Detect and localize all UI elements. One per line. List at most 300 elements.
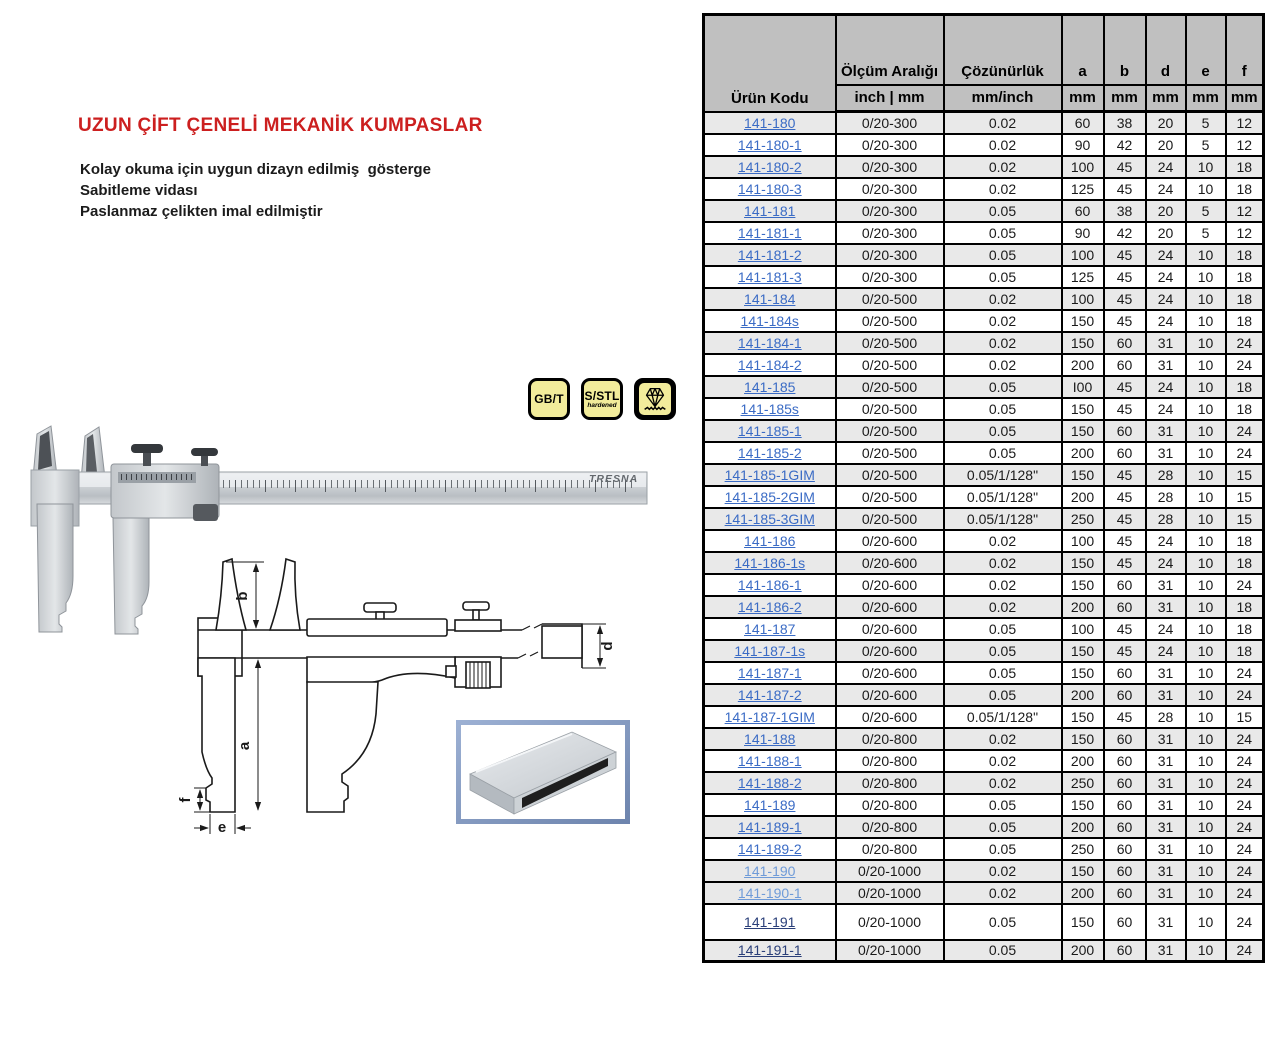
product-code-link[interactable]: 141-188 xyxy=(744,730,796,747)
product-code-link[interactable]: 141-185-2GIM xyxy=(724,488,815,505)
dim-a-cell: 90 xyxy=(1062,222,1104,244)
column-header-code: Ürün Kodu xyxy=(704,15,836,112)
resolution-cell: 0.05 xyxy=(944,618,1062,640)
measuring-range-cell: 0/20-600 xyxy=(836,596,944,618)
measuring-range-cell: 0/20-1000 xyxy=(836,860,944,882)
dim-b-cell: 60 xyxy=(1104,574,1146,596)
dim-e-cell: 10 xyxy=(1186,684,1226,706)
dim-d-cell: 24 xyxy=(1146,376,1186,398)
dim-a-cell: 250 xyxy=(1062,772,1104,794)
table-row xyxy=(704,552,1264,574)
resolution-cell: 0.05 xyxy=(944,200,1062,222)
table-row xyxy=(704,940,1264,962)
table-row xyxy=(704,596,1264,618)
diamond-glyph xyxy=(639,382,671,416)
dim-d-cell: 24 xyxy=(1146,288,1186,310)
certification-badges xyxy=(528,378,676,420)
product-code-link[interactable]: 141-187-2 xyxy=(737,686,802,703)
resolution-cell: 0.05/1/128" xyxy=(944,706,1062,728)
brand-text: TRESNA xyxy=(589,473,639,485)
product-code-link[interactable]: 141-181 xyxy=(744,202,796,219)
dim-a-cell: 200 xyxy=(1062,596,1104,618)
table-row xyxy=(704,816,1264,838)
resolution-cell: 0.05 xyxy=(944,266,1062,288)
resolution-cell: 0.02 xyxy=(944,288,1062,310)
resolution-cell: 0.02 xyxy=(944,332,1062,354)
measuring-range-cell: 0/20-300 xyxy=(836,178,944,200)
dim-d-cell: 24 xyxy=(1146,310,1186,332)
dim-b-cell: 60 xyxy=(1104,794,1146,816)
dim-d-cell: 24 xyxy=(1146,640,1186,662)
dim-d-cell: 31 xyxy=(1146,354,1186,376)
dim-d-cell: 28 xyxy=(1146,464,1186,486)
measuring-range-cell: 0/20-500 xyxy=(836,288,944,310)
product-code-link[interactable]: 141-187 xyxy=(744,620,796,637)
product-code-cell xyxy=(704,288,836,310)
dim-b-cell: 60 xyxy=(1104,662,1146,684)
product-code-cell xyxy=(704,706,836,728)
table-row xyxy=(704,838,1264,860)
measuring-range-cell: 0/20-300 xyxy=(836,266,944,288)
table-row xyxy=(704,178,1264,200)
dim-a-cell: 150 xyxy=(1062,662,1104,684)
dim-d-cell: 28 xyxy=(1146,508,1186,530)
gbt-badge-icon xyxy=(528,378,570,420)
measuring-range-cell: 0/20-600 xyxy=(836,618,944,640)
measuring-range-cell: 0/20-600 xyxy=(836,552,944,574)
table-row xyxy=(704,266,1264,288)
dim-e-cell: 10 xyxy=(1186,662,1226,684)
product-code-link[interactable]: 141-189 xyxy=(744,796,796,813)
dim-a-cell: 250 xyxy=(1062,838,1104,860)
resolution-cell: 0.02 xyxy=(944,860,1062,882)
table-row xyxy=(704,486,1264,508)
dim-e-cell: 10 xyxy=(1186,750,1226,772)
dim-e-cell: 10 xyxy=(1186,940,1226,962)
product-code-link[interactable]: 141-189-2 xyxy=(737,840,802,857)
dim-f-cell: 24 xyxy=(1226,816,1264,838)
table-row xyxy=(704,706,1264,728)
product-code-cell xyxy=(704,112,836,134)
dim-d-cell: 24 xyxy=(1146,244,1186,266)
measuring-range-cell: 0/20-500 xyxy=(836,486,944,508)
table-row xyxy=(704,464,1264,486)
dim-a-cell: 200 xyxy=(1062,816,1104,838)
dim-a-cell: 150 xyxy=(1062,310,1104,332)
spec-table xyxy=(702,13,1265,963)
resolution-cell: 0.02 xyxy=(944,574,1062,596)
dim-d-cell: 31 xyxy=(1146,904,1186,940)
dim-b-cell: 45 xyxy=(1104,266,1146,288)
resolution-cell: 0.02 xyxy=(944,596,1062,618)
dim-a-cell: 250 xyxy=(1062,508,1104,530)
dim-a-cell: 100 xyxy=(1062,530,1104,552)
dim-b-cell: 60 xyxy=(1104,596,1146,618)
dim-a-cell: 150 xyxy=(1062,794,1104,816)
table-row xyxy=(704,530,1264,552)
dim-e-cell: 10 xyxy=(1186,420,1226,442)
dim-b-cell: 38 xyxy=(1104,200,1146,222)
resolution-cell: 0.02 xyxy=(944,134,1062,156)
resolution-cell: 0.02 xyxy=(944,310,1062,332)
product-code-cell xyxy=(704,354,836,376)
dim-d-cell: 31 xyxy=(1146,596,1186,618)
dim-d-cell: 24 xyxy=(1146,552,1186,574)
product-code-cell xyxy=(704,508,836,530)
resolution-cell: 0.05 xyxy=(944,398,1062,420)
table-row xyxy=(704,112,1264,134)
resolution-cell: 0.05/1/128" xyxy=(944,508,1062,530)
dimension-label-b: b xyxy=(234,591,251,601)
measuring-range-cell: 0/20-300 xyxy=(836,156,944,178)
dim-b-cell: 45 xyxy=(1104,640,1146,662)
dim-f-cell: 24 xyxy=(1226,794,1264,816)
dim-b-cell: 38 xyxy=(1104,112,1146,134)
product-code-link[interactable]: 141-188-1 xyxy=(737,752,802,769)
measuring-range-cell: 0/20-600 xyxy=(836,530,944,552)
dim-f-cell: 15 xyxy=(1226,508,1264,530)
product-code-link[interactable]: 141-186-1 xyxy=(737,576,802,593)
dim-f-cell: 24 xyxy=(1226,904,1264,940)
table-row xyxy=(704,574,1264,596)
dim-e-cell: 10 xyxy=(1186,640,1226,662)
dim-e-cell: 10 xyxy=(1186,706,1226,728)
dim-a-cell: 60 xyxy=(1062,112,1104,134)
product-code-link[interactable]: 141-185s xyxy=(740,400,799,417)
product-code-link[interactable]: 141-181-2 xyxy=(737,246,802,263)
product-code-cell xyxy=(704,860,836,882)
dim-e-cell: 10 xyxy=(1186,904,1226,940)
dim-d-cell: 31 xyxy=(1146,794,1186,816)
dim-d-cell: 31 xyxy=(1146,816,1186,838)
dim-d-cell: 31 xyxy=(1146,728,1186,750)
product-code-link[interactable]: 141-189-1 xyxy=(737,818,802,835)
product-code-link[interactable]: 141-186 xyxy=(744,532,796,549)
dim-f-cell: 24 xyxy=(1226,940,1264,962)
feature-item: Kolay okuma için uygun dizayn edilmiş gösterge xyxy=(80,161,431,178)
product-code-link[interactable]: 141-180-1 xyxy=(737,136,802,153)
dim-a-cell: 125 xyxy=(1062,266,1104,288)
dim-e-cell: 10 xyxy=(1186,882,1226,904)
dimension-label-a: a xyxy=(236,741,253,751)
resolution-cell: 0.02 xyxy=(944,354,1062,376)
product-code-link[interactable]: 141-185-1GIM xyxy=(724,466,815,483)
product-code-cell xyxy=(704,882,836,904)
page-title: UZUN ÇİFT ÇENELİ MEKANİK KUMPASLAR xyxy=(78,115,483,136)
column-header-b: b xyxy=(1104,15,1146,85)
dim-a-cell: I00 xyxy=(1062,376,1104,398)
dim-a-cell: 150 xyxy=(1062,728,1104,750)
product-code-cell xyxy=(704,222,836,244)
dim-f-cell: 15 xyxy=(1226,706,1264,728)
dim-a-cell: 60 xyxy=(1062,200,1104,222)
feature-item: Sabitleme vidası xyxy=(80,182,198,199)
measuring-range-cell: 0/20-500 xyxy=(836,376,944,398)
dim-a-cell: 150 xyxy=(1062,464,1104,486)
dim-e-cell: 10 xyxy=(1186,794,1226,816)
product-code-cell xyxy=(704,574,836,596)
dim-e-cell: 10 xyxy=(1186,552,1226,574)
dim-b-cell: 45 xyxy=(1104,618,1146,640)
product-code-link[interactable]: 141-187-1s xyxy=(734,642,806,659)
product-code-cell xyxy=(704,310,836,332)
dim-b-cell: 60 xyxy=(1104,354,1146,376)
measuring-range-cell: 0/20-800 xyxy=(836,750,944,772)
dim-a-cell: 100 xyxy=(1062,156,1104,178)
dim-f-cell: 18 xyxy=(1226,596,1264,618)
measuring-range-cell: 0/20-1000 xyxy=(836,940,944,962)
dim-e-cell: 10 xyxy=(1186,376,1226,398)
measuring-range-cell: 0/20-1000 xyxy=(836,904,944,940)
dim-e-cell: 5 xyxy=(1186,134,1226,156)
measuring-range-cell: 0/20-800 xyxy=(836,772,944,794)
resolution-cell: 0.05 xyxy=(944,684,1062,706)
dim-f-cell: 24 xyxy=(1226,882,1264,904)
table-row xyxy=(704,222,1264,244)
dim-b-cell: 60 xyxy=(1104,750,1146,772)
product-code-cell xyxy=(704,266,836,288)
dim-d-cell: 20 xyxy=(1146,112,1186,134)
dim-e-cell: 10 xyxy=(1186,728,1226,750)
product-code-link[interactable]: 141-191 xyxy=(744,913,796,930)
measuring-range-cell: 0/20-500 xyxy=(836,442,944,464)
dim-e-cell: 10 xyxy=(1186,310,1226,332)
dim-e-cell: 10 xyxy=(1186,860,1226,882)
dim-b-cell: 60 xyxy=(1104,904,1146,940)
product-code-cell xyxy=(704,772,836,794)
dim-d-cell: 31 xyxy=(1146,750,1186,772)
product-code-cell xyxy=(704,640,836,662)
resolution-cell: 0.05/1/128" xyxy=(944,486,1062,508)
measuring-range-cell: 0/20-500 xyxy=(836,354,944,376)
dim-b-cell: 45 xyxy=(1104,178,1146,200)
dim-a-cell: 150 xyxy=(1062,420,1104,442)
measuring-range-cell: 0/20-800 xyxy=(836,838,944,860)
product-code-link[interactable]: 141-185-2 xyxy=(737,444,802,461)
product-code-link[interactable]: 141-190-1 xyxy=(737,884,802,901)
product-code-cell xyxy=(704,398,836,420)
dim-e-cell: 10 xyxy=(1186,772,1226,794)
product-code-link[interactable]: 141-184 xyxy=(744,290,796,307)
table-row xyxy=(704,860,1264,882)
dim-f-cell: 18 xyxy=(1226,178,1264,200)
measuring-range-cell: 0/20-600 xyxy=(836,706,944,728)
product-code-link[interactable]: 141-187-1 xyxy=(737,664,802,681)
measuring-range-cell: 0/20-300 xyxy=(836,244,944,266)
resolution-cell: 0.02 xyxy=(944,750,1062,772)
dim-d-cell: 31 xyxy=(1146,442,1186,464)
resolution-cell: 0.05 xyxy=(944,794,1062,816)
table-row xyxy=(704,640,1264,662)
table-row xyxy=(704,354,1264,376)
product-code-link[interactable]: 141-180-3 xyxy=(737,180,802,197)
measuring-range-cell: 0/20-500 xyxy=(836,310,944,332)
dim-b-cell: 45 xyxy=(1104,244,1146,266)
product-code-cell xyxy=(704,530,836,552)
column-header-a: a xyxy=(1062,15,1104,85)
dim-b-cell: 60 xyxy=(1104,332,1146,354)
resolution-cell: 0.05 xyxy=(944,244,1062,266)
resolution-cell: 0.02 xyxy=(944,728,1062,750)
dim-f-cell: 12 xyxy=(1226,200,1264,222)
product-code-link[interactable]: 141-181-1 xyxy=(737,224,802,241)
dim-f-cell: 24 xyxy=(1226,684,1264,706)
product-code-link[interactable]: 141-185 xyxy=(744,378,796,395)
dim-e-cell: 10 xyxy=(1186,816,1226,838)
dim-a-cell: 150 xyxy=(1062,860,1104,882)
dim-b-cell: 60 xyxy=(1104,684,1146,706)
table-row xyxy=(704,332,1264,354)
dim-f-cell: 15 xyxy=(1226,486,1264,508)
product-code-cell xyxy=(704,816,836,838)
resolution-cell: 0.05 xyxy=(944,662,1062,684)
table-row xyxy=(704,728,1264,750)
table-row xyxy=(704,794,1264,816)
product-code-cell xyxy=(704,838,836,860)
dim-e-cell: 5 xyxy=(1186,222,1226,244)
dim-d-cell: 20 xyxy=(1146,200,1186,222)
product-code-link[interactable]: 141-188-2 xyxy=(737,774,802,791)
dim-e-cell: 10 xyxy=(1186,464,1226,486)
product-code-cell xyxy=(704,420,836,442)
dim-f-cell: 24 xyxy=(1226,728,1264,750)
resolution-cell: 0.05 xyxy=(944,442,1062,464)
column-header-range: Ölçüm Aralığı xyxy=(836,15,944,85)
dim-b-cell: 45 xyxy=(1104,156,1146,178)
feature-item: Paslanmaz çelikten imal edilmiştir xyxy=(80,203,323,220)
dim-d-cell: 31 xyxy=(1146,860,1186,882)
measuring-range-cell: 0/20-800 xyxy=(836,816,944,838)
measuring-range-cell: 0/20-500 xyxy=(836,398,944,420)
dim-b-cell: 45 xyxy=(1104,464,1146,486)
dim-d-cell: 24 xyxy=(1146,266,1186,288)
dim-f-cell: 12 xyxy=(1226,112,1264,134)
product-code-cell xyxy=(704,552,836,574)
dim-b-cell: 45 xyxy=(1104,486,1146,508)
product-code-link[interactable]: 141-190 xyxy=(744,862,796,879)
resolution-cell: 0.05 xyxy=(944,376,1062,398)
dim-e-cell: 5 xyxy=(1186,112,1226,134)
dim-a-cell: 200 xyxy=(1062,750,1104,772)
resolution-cell: 0.02 xyxy=(944,112,1062,134)
measuring-range-cell: 0/20-600 xyxy=(836,640,944,662)
dim-b-cell: 60 xyxy=(1104,882,1146,904)
dim-f-cell: 12 xyxy=(1226,134,1264,156)
dim-e-cell: 10 xyxy=(1186,156,1226,178)
subheader-a-units: mm xyxy=(1062,85,1104,112)
product-code-link[interactable]: 141-180 xyxy=(744,114,796,131)
measuring-range-cell: 0/20-1000 xyxy=(836,882,944,904)
dim-b-cell: 45 xyxy=(1104,530,1146,552)
dim-d-cell: 24 xyxy=(1146,618,1186,640)
product-code-cell xyxy=(704,684,836,706)
product-code-link[interactable]: 141-186-2 xyxy=(737,598,802,615)
measuring-range-cell: 0/20-600 xyxy=(836,662,944,684)
table-row xyxy=(704,156,1264,178)
measuring-range-cell: 0/20-500 xyxy=(836,420,944,442)
measuring-range-cell: 0/20-300 xyxy=(836,134,944,156)
measuring-range-cell: 0/20-800 xyxy=(836,728,944,750)
sstl-badge-icon xyxy=(581,378,623,420)
dim-a-cell: 200 xyxy=(1062,486,1104,508)
dim-b-cell: 42 xyxy=(1104,134,1146,156)
product-code-link[interactable]: 141-187-1GIM xyxy=(724,708,815,725)
product-code-link[interactable]: 141-184-1 xyxy=(737,334,802,351)
dim-a-cell: 125 xyxy=(1062,178,1104,200)
product-code-link[interactable]: 141-184s xyxy=(740,312,799,329)
dim-f-cell: 12 xyxy=(1226,222,1264,244)
dim-b-cell: 60 xyxy=(1104,772,1146,794)
table-row xyxy=(704,772,1264,794)
dim-f-cell: 18 xyxy=(1226,376,1264,398)
dim-e-cell: 10 xyxy=(1186,288,1226,310)
diamond-icon xyxy=(634,378,676,420)
resolution-cell: 0.05 xyxy=(944,222,1062,244)
resolution-cell: 0.02 xyxy=(944,772,1062,794)
product-code-link[interactable]: 141-181-3 xyxy=(737,268,802,285)
dim-b-cell: 45 xyxy=(1104,706,1146,728)
product-code-link[interactable]: 141-180-2 xyxy=(737,158,802,175)
measuring-range-cell: 0/20-500 xyxy=(836,508,944,530)
subheader-e-units: mm xyxy=(1186,85,1226,112)
dimension-label-d: d xyxy=(599,641,616,651)
dim-a-cell: 200 xyxy=(1062,354,1104,376)
dim-b-cell: 60 xyxy=(1104,860,1146,882)
dim-f-cell: 24 xyxy=(1226,420,1264,442)
subheader-resolution-units: mm/inch xyxy=(944,85,1062,112)
dim-f-cell: 24 xyxy=(1226,442,1264,464)
product-code-link[interactable]: 141-184-2 xyxy=(737,356,802,373)
dim-b-cell: 45 xyxy=(1104,310,1146,332)
product-code-link[interactable]: 141-185-1 xyxy=(737,422,802,439)
dim-a-cell: 90 xyxy=(1062,134,1104,156)
dim-d-cell: 24 xyxy=(1146,156,1186,178)
dim-f-cell: 24 xyxy=(1226,772,1264,794)
product-code-link[interactable]: 141-186-1s xyxy=(734,554,806,571)
dim-e-cell: 10 xyxy=(1186,178,1226,200)
product-code-cell xyxy=(704,904,836,940)
dim-e-cell: 10 xyxy=(1186,530,1226,552)
dim-b-cell: 45 xyxy=(1104,552,1146,574)
dim-f-cell: 18 xyxy=(1226,266,1264,288)
product-code-cell xyxy=(704,750,836,772)
dim-b-cell: 60 xyxy=(1104,816,1146,838)
dim-e-cell: 10 xyxy=(1186,244,1226,266)
dim-f-cell: 15 xyxy=(1226,464,1264,486)
product-code-link[interactable]: 141-185-3GIM xyxy=(724,510,815,527)
table-row xyxy=(704,200,1264,222)
dim-d-cell: 31 xyxy=(1146,420,1186,442)
dimension-label-f: f xyxy=(177,797,194,803)
dim-b-cell: 60 xyxy=(1104,442,1146,464)
dim-e-cell: 10 xyxy=(1186,266,1226,288)
dim-a-cell: 150 xyxy=(1062,706,1104,728)
dim-b-cell: 45 xyxy=(1104,376,1146,398)
dim-d-cell: 31 xyxy=(1146,772,1186,794)
dim-a-cell: 200 xyxy=(1062,882,1104,904)
product-code-cell xyxy=(704,728,836,750)
measuring-range-cell: 0/20-600 xyxy=(836,574,944,596)
dim-e-cell: 10 xyxy=(1186,618,1226,640)
product-code-cell xyxy=(704,156,836,178)
resolution-cell: 0.02 xyxy=(944,178,1062,200)
dim-d-cell: 31 xyxy=(1146,574,1186,596)
dim-d-cell: 31 xyxy=(1146,838,1186,860)
product-code-link[interactable]: 141-191-1 xyxy=(737,942,802,959)
beam-cross-section-photo xyxy=(456,720,630,829)
dim-b-cell: 42 xyxy=(1104,222,1146,244)
subheader-b-units: mm xyxy=(1104,85,1146,112)
